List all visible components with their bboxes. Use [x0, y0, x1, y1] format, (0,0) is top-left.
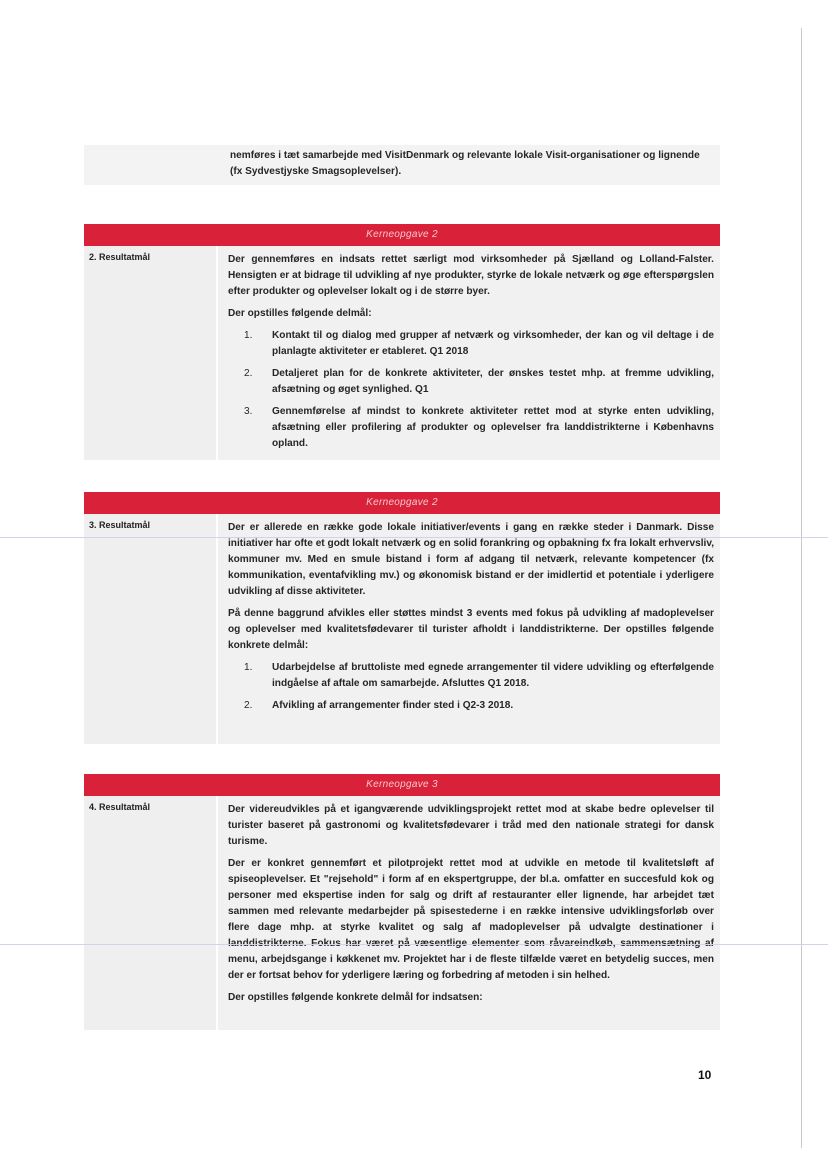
section-label: 2. Resultatmål	[84, 246, 218, 460]
list-text: Detaljeret plan for de konkrete aktiviteter, der ønskes testet mhp. at fremme udvikling, afsætning og øget synlighed. Q1	[272, 368, 714, 395]
paragraph: Der opstilles følgende delmål:	[228, 308, 372, 319]
scan-artifact-line	[0, 537, 828, 538]
scan-artifact-line	[0, 944, 828, 945]
section-row	[84, 514, 720, 744]
list-item	[228, 328, 714, 360]
list-item	[228, 660, 714, 692]
section-resultatmaal-2	[84, 224, 720, 460]
section-label: 4. Resultatmål	[84, 796, 218, 1030]
section-row	[84, 796, 720, 1030]
section-band: Kerneopgave 2	[84, 492, 720, 514]
page-edge	[801, 28, 802, 1148]
list-item	[228, 698, 714, 714]
section-resultatmaal-4	[84, 774, 720, 1030]
list-number: 1.	[244, 662, 253, 673]
section-band: Kerneopgave 2	[84, 224, 720, 246]
paragraph: På denne baggrund afvikles eller støttes mindst 3 events med fokus på udvikling af madoplevelser og oplevelser med kvalitetsfødevarer til turister afholdt i landdistrikterne. Der opstilles følgende konkrete delmål:	[228, 608, 714, 651]
section-label: 3. Resultatmål	[84, 514, 218, 744]
paragraph: Der opstilles følgende konkrete delmål for indsatsen:	[228, 992, 483, 1003]
list-number: 2.	[244, 368, 253, 379]
goal-list	[228, 660, 714, 714]
section-body	[218, 796, 720, 1030]
list-number: 2.	[244, 700, 253, 711]
section-body	[218, 246, 720, 460]
paragraph: Der gennemføres en indsats rettet særligt mod virksomheder på Sjælland og Lolland-Falster. Hensigten er at bidrage til udvikling af nye produkter, styrke de lokale netværk og øge efterspørgslen efter produkter og oplevelser lokalt og i de større byer.	[228, 254, 714, 297]
list-text: Udarbejdelse af bruttoliste med egnede arrangementer til videre udvikling og efterfølgende indgåelse af aftale om samarbejde. Afsluttes Q1 2018.	[272, 662, 714, 689]
section-band: Kerneopgave 3	[84, 774, 720, 796]
intro-text: nemføres i tæt samarbejde med VisitDenmark og relevante lokale Visit-organisationer og lignende (fx Sydvestjyske Smagsoplevelser).	[230, 150, 700, 177]
list-text: Kontakt til og dialog med grupper af netværk og virksomheder, der kan og vil deltage i de planlagte aktiviteter er etableret. Q1 2018	[272, 330, 714, 357]
paragraph: Der er allerede en række gode lokale initiativer/events i gang en række steder i Danmark. Disse initiativer har ofte et godt lokalt netværk og en solid forankring og opbakning fx fra lokalt erhvervsliv, kommuner mv. Med en smule bistand i form af adgang til netværk, relevante kompetencer (fx kommunikation, eventafvikling mv.) og økonomisk bistand er der imidlertid et potentiale i yderligere udvikling af disse aktiviteter.	[228, 522, 714, 597]
paragraph: Der er konkret gennemført et pilotprojekt rettet mod at udvikle en metode til kvalitetsløft af spiseoplevelser. Et "rejsehold" i form af en ekspertgruppe, der bl.a. omfatter en succesfuld kok og personer med ekspertise inden for salg og drift af restauranter eller lignende, har arbejdet tæt sammen med relevante medarbejder på spisestederne i en række intensive udviklingsforløb over flere dage mhp. at styrke kvalitet og salg af madoplevelser på udvalgte destinationer i menu, arbejdsgange i køkkenet mv. Projektet har i de fleste tilfælde været en betydelig succes, men der er fortsat behov for yderligere læring og forbedring af metoden i sin helhed.	[228, 858, 714, 981]
paragraph: Der videreudvikles på et igangværende udviklingsprojekt rettet mod at skabe bedre oplevelser til turister baseret på gastronomi og kvalitetsfødevarer i tråd med den nationale strategi for dansk turisme.	[228, 804, 714, 847]
intro-block	[84, 145, 720, 185]
list-number: 1.	[244, 330, 253, 341]
list-text: Gennemførelse af mindst to konkrete aktiviteter rettet mod at styrke enten udvikling, afsætning eller profilering af produkter og oplevelser fra landdistrikterne i Københavns opland.	[272, 406, 714, 449]
page-number: 10	[698, 1068, 712, 1082]
list-number: 3.	[244, 406, 253, 417]
list-item	[228, 366, 714, 398]
list-item	[228, 404, 714, 452]
goal-list	[228, 328, 714, 452]
section-body	[218, 514, 720, 744]
section-row	[84, 246, 720, 460]
section-resultatmaal-3	[84, 492, 720, 744]
list-text: Afvikling af arrangementer finder sted i Q2-3 2018.	[272, 700, 514, 711]
